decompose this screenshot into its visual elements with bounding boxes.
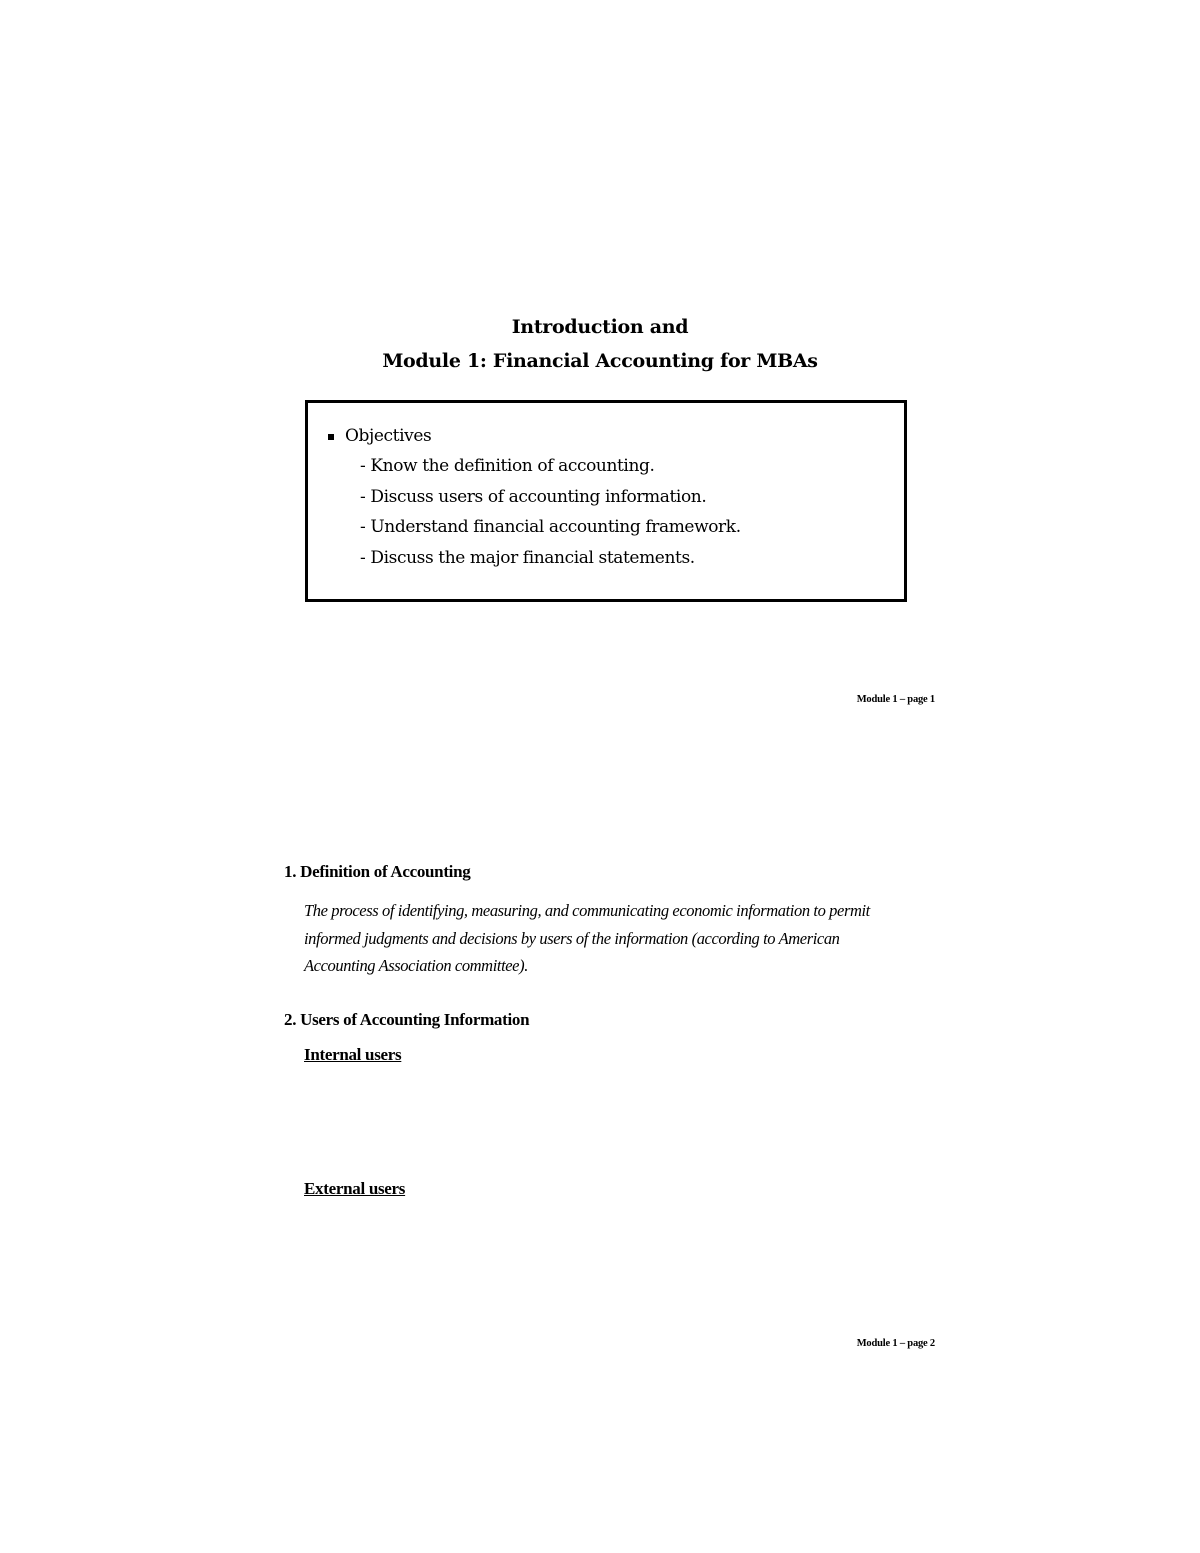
square-bullet-icon: [328, 434, 334, 440]
title-line-2: Module 1: Financial Accounting for MBAs: [382, 350, 818, 372]
external-users-heading: External users: [304, 1179, 406, 1198]
internal-users-heading: Internal users: [304, 1045, 402, 1064]
page-footer-2: Module 1 – page 2: [856, 1338, 935, 1349]
definition-text: The process of identifying, measuring, and communicating economic information to permit informed judgments and decisions by users of the information (according to American Accounting Association committee).: [304, 901, 870, 975]
page-footer-1: Module 1 – page 1: [856, 694, 935, 705]
title-line-1: Introduction and: [511, 316, 689, 338]
objectives-box: [305, 400, 907, 602]
objective-item: - Discuss users of accounting information.: [360, 482, 904, 513]
objectives-heading: Objectives: [345, 426, 432, 446]
objective-item: - Discuss the major financial statements.: [360, 543, 904, 574]
objective-item: - Understand financial accounting framework.: [360, 512, 904, 543]
section-heading-definition: 1. Definition of Accounting: [284, 862, 471, 881]
objective-item: - Know the definition of accounting.: [360, 451, 904, 482]
section-heading-users: 2. Users of Accounting Information: [284, 1010, 530, 1029]
document-title: [0, 310, 1200, 378]
objectives-heading-row: [328, 421, 904, 451]
objectives-list: [328, 451, 904, 573]
